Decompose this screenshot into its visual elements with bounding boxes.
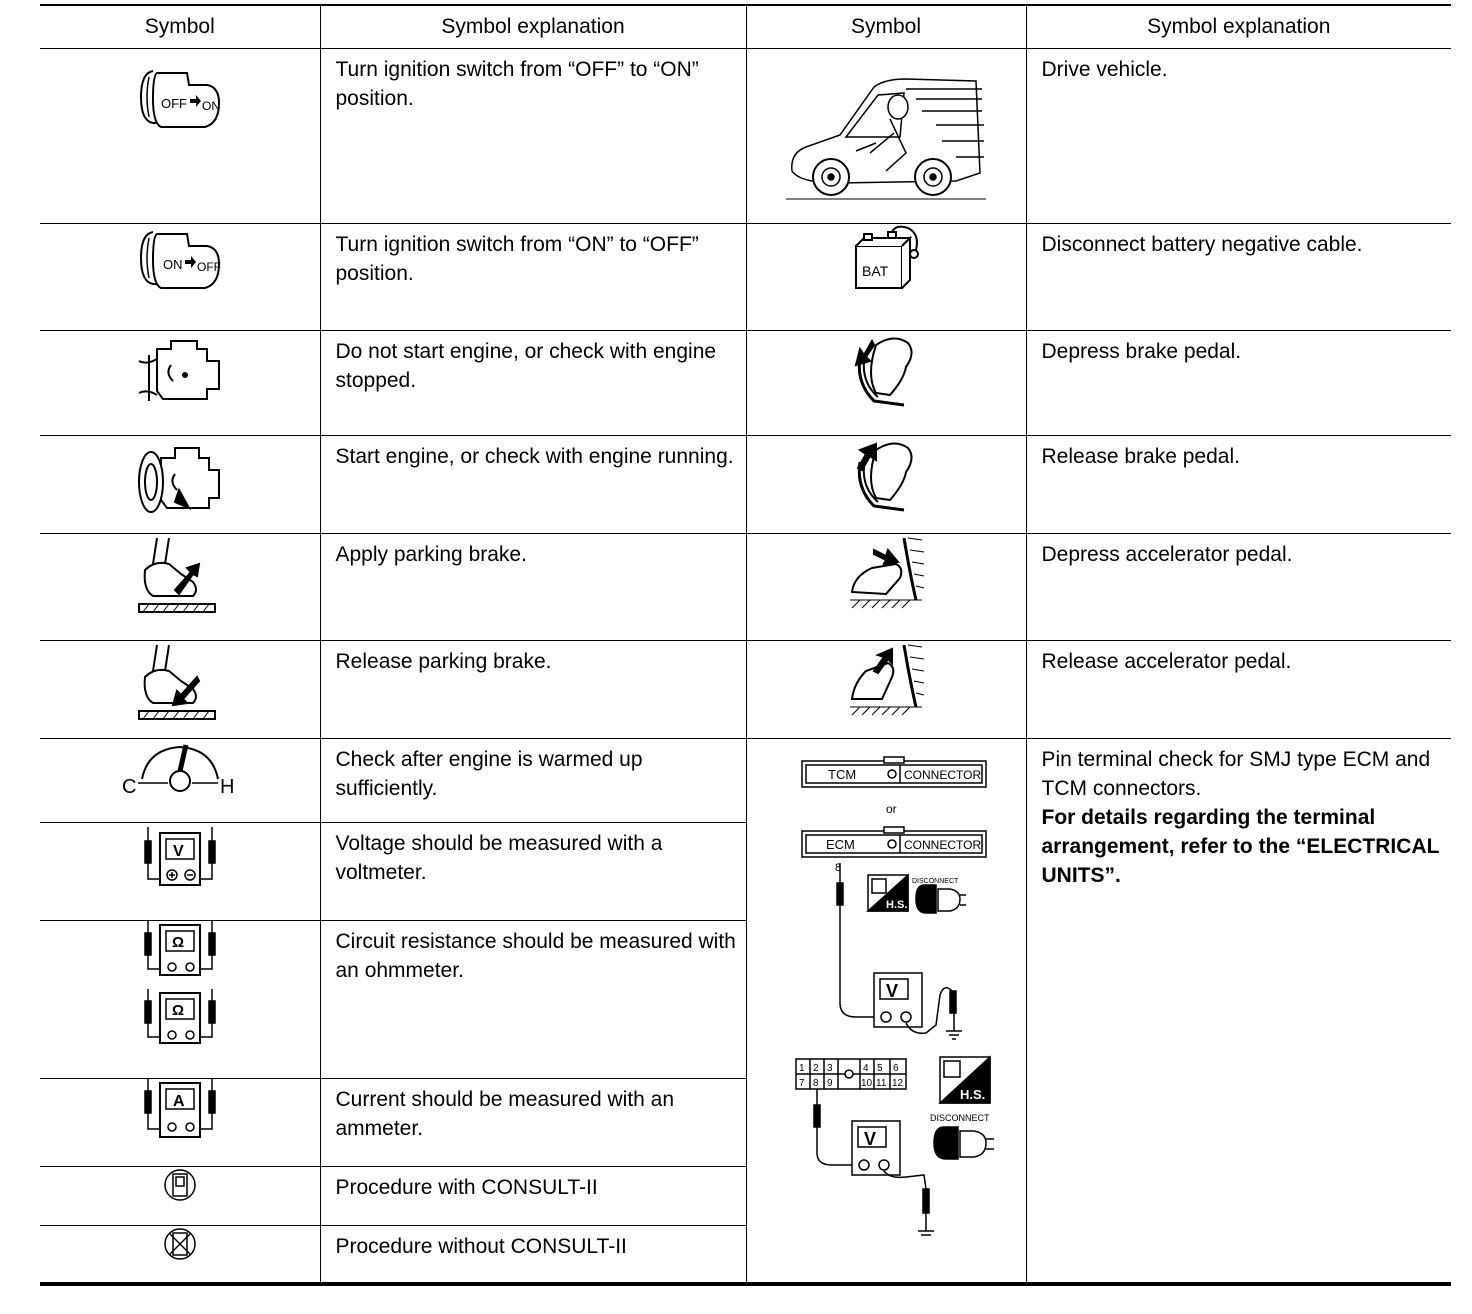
symbol-cell (746, 224, 1026, 331)
engine-warm-gauge-icon (120, 739, 240, 799)
explanation-cell: Release parking brake. (320, 641, 746, 739)
drive-vehicle-icon (786, 49, 986, 209)
meter-label: A (172, 1093, 185, 1110)
table-row (40, 224, 1451, 331)
ohmmeter-icon (140, 921, 220, 1051)
symbol-table (40, 4, 1451, 1286)
pin-label: 6 (893, 1063, 899, 1074)
label-bat: BAT (862, 263, 889, 279)
pin-label: 10 (861, 1078, 873, 1089)
pin-label: 1 (799, 1063, 805, 1074)
tcm-label: TCM (828, 767, 857, 782)
pin-label: 5 (877, 1063, 883, 1074)
symbol-cell (746, 534, 1026, 641)
symbol-cell (40, 739, 320, 823)
label-cold: C (121, 776, 137, 798)
release-parking-brake-icon (135, 641, 225, 725)
explanation-cell: Check after engine is warmed up sufficiently. (320, 739, 746, 823)
pin-label: 9 (827, 1078, 833, 1089)
meter-label: Ω (171, 1002, 184, 1019)
symbol-cell (40, 921, 320, 1079)
symbol-cell (746, 436, 1026, 534)
pin-check-text: Pin terminal check for SMJ type ECM and TCM connectors. (1041, 748, 1431, 800)
table-row (40, 49, 1451, 224)
depress-brake-pedal-icon (846, 331, 926, 411)
pin-check-symbol-cell (746, 739, 1026, 1284)
explanation-cell: Release accelerator pedal. (1026, 641, 1451, 739)
explanation-cell: Procedure without CONSULT-II (320, 1226, 746, 1284)
ignition-on-to-off-icon (135, 224, 225, 294)
pin-label: 3 (827, 1063, 833, 1074)
symbol-cell (40, 49, 320, 224)
symbol-cell (746, 49, 1026, 224)
depress-accelerator-icon (846, 534, 926, 610)
hs-label: H.S. (886, 899, 908, 911)
ecm-label: ECM (826, 837, 855, 852)
label-on: ON (201, 99, 220, 113)
header-explanation-right: Symbol explanation (1026, 5, 1451, 49)
battery-disconnect-icon (846, 224, 926, 294)
symbol-cell (40, 1226, 320, 1284)
table-row (40, 534, 1451, 641)
pin-label: 11 (876, 1078, 887, 1089)
engine-stopped-icon (135, 331, 225, 411)
explanation-cell: Depress brake pedal. (1026, 331, 1451, 436)
label-off: OFF (196, 260, 221, 274)
explanation-cell: Procedure with CONSULT-II (320, 1167, 746, 1226)
explanation-cell: Disconnect battery negative cable. (1026, 224, 1451, 331)
explanation-cell: Do not start engine, or check with engine stopped. (320, 331, 746, 436)
ammeter-icon (140, 1079, 220, 1143)
disconnect-label: DISCONNECT (912, 878, 959, 885)
pin-label: 12 (892, 1078, 904, 1089)
table-row (40, 739, 1451, 823)
engine-running-icon (135, 436, 225, 520)
explanation-cell: Voltage should be measured with a voltmeter. (320, 823, 746, 921)
explanation-cell: Current should be measured with an ammeter. (320, 1079, 746, 1167)
symbol-cell (40, 224, 320, 331)
pin-label: 8 (813, 1078, 819, 1089)
symbol-cell (40, 534, 320, 641)
voltmeter-icon (140, 823, 220, 893)
explanation-cell: Turn ignition switch from “OFF” to “ON” position. (320, 49, 746, 224)
symbol-cell (40, 331, 320, 436)
explanation-cell: Drive vehicle. (1026, 49, 1451, 224)
hs-label: H.S. (960, 1087, 986, 1102)
ignition-off-to-on-icon (135, 63, 225, 133)
pin-label: 4 (863, 1063, 869, 1074)
disconnect-label: DISCONNECT (930, 1113, 990, 1123)
meter-label: V (864, 1129, 877, 1149)
explanation-cell: Apply parking brake. (320, 534, 746, 641)
label-off: OFF (160, 96, 187, 111)
symbol-cell (40, 1167, 320, 1226)
explanation-cell: Turn ignition switch from “ON” to “OFF” position. (320, 224, 746, 331)
explanation-cell: Start engine, or check with engine running. (320, 436, 746, 534)
symbol-cell (40, 823, 320, 921)
header-symbol-right: Symbol (746, 5, 1026, 49)
symbol-cell (40, 641, 320, 739)
pin-label: 2 (813, 1063, 819, 1074)
release-brake-pedal-icon (846, 436, 926, 516)
with-consult-icon (162, 1167, 198, 1203)
explanation-cell: Release brake pedal. (1026, 436, 1451, 534)
table-row (40, 436, 1451, 534)
pin-terminal-check-diagram (766, 755, 1006, 1235)
pin-number-label: 8 (835, 862, 842, 874)
meter-label: V (172, 843, 184, 860)
pin-label: 7 (799, 1078, 805, 1089)
table-row (40, 331, 1451, 436)
without-consult-icon (162, 1226, 198, 1262)
label-on: ON (162, 257, 183, 272)
meter-label: Ω (171, 934, 184, 951)
header-explanation-left: Symbol explanation (320, 5, 746, 49)
apply-parking-brake-icon (135, 534, 225, 618)
header-symbol-left: Symbol (40, 5, 320, 49)
label-hot: H (219, 776, 235, 798)
connector-label: CONNECTOR (904, 768, 982, 782)
connector-label: CONNECTOR (904, 838, 982, 852)
explanation-cell: Depress accelerator pedal. (1026, 534, 1451, 641)
release-accelerator-icon (846, 641, 926, 717)
header-row (40, 5, 1451, 49)
meter-label: V (886, 981, 899, 1001)
table-row (40, 641, 1451, 739)
symbol-cell (746, 331, 1026, 436)
symbol-cell (40, 1079, 320, 1167)
or-label: or (886, 802, 897, 816)
pin-check-explanation-cell (1026, 739, 1451, 1284)
symbol-cell (40, 436, 320, 534)
pin-check-bold-text: For details regarding the terminal arrangement, refer to the “ELECTRICAL UNITS”. (1041, 806, 1440, 887)
explanation-cell: Circuit resistance should be measured with an ohmmeter. (320, 921, 746, 1079)
symbol-cell (746, 641, 1026, 739)
